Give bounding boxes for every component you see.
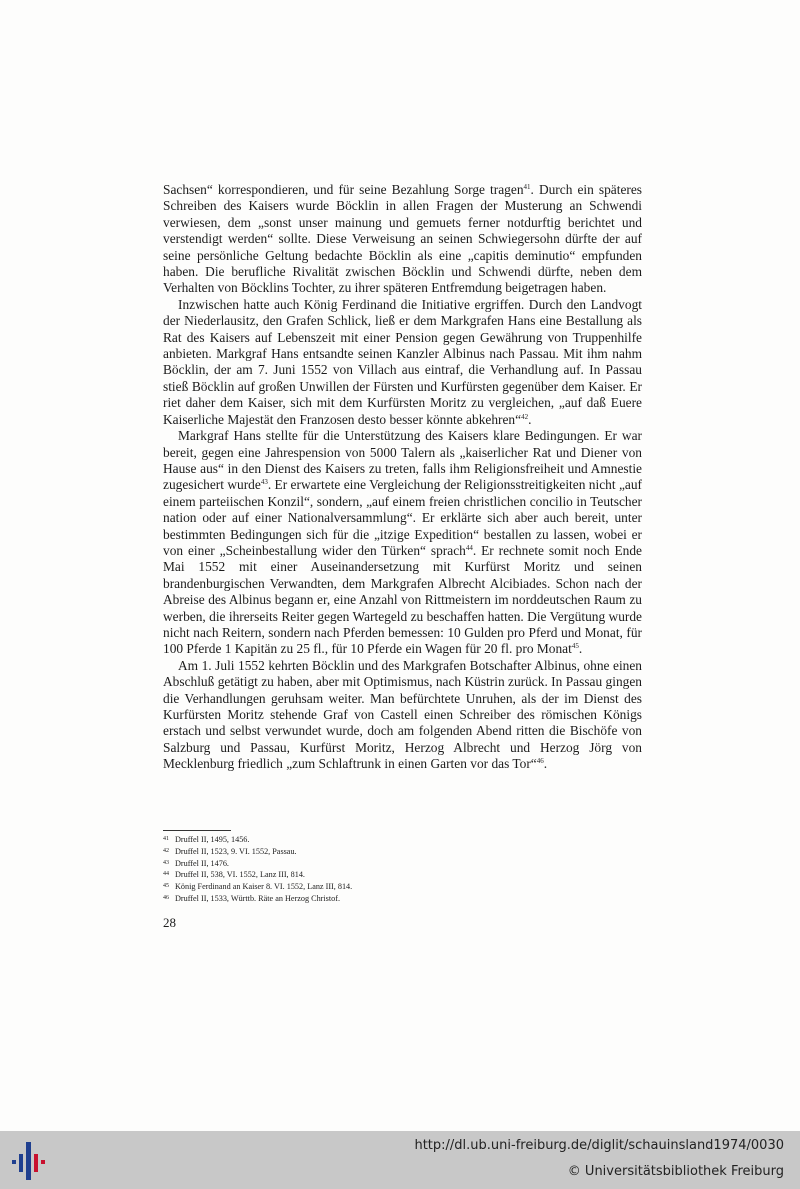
copyright-notice: © Universitätsbibliothek Freiburg — [567, 1164, 784, 1179]
paragraph-text: Inzwischen hatte auch König Ferdinand die Initiative ergriffen. Durch den Landvogt der Niederlausitz, den Grafen Schlick, ließ er dem Markgrafen Hans eine Bestallung als Rat des Kaisers auf Lebenszeit mit einer Pension gegen Gewährung von Truppenhilfe anbieten. Markgraf Hans entsandte seinen Kanzler Albinus nach Passau. Mit ihm nahm Böcklin, der am 7. Juni 1552 von Villach aus eintraf, die Verhandlung auf. In Passau stieß Böcklin auf großen Unwillen der Fürsten und Kurfürsten gegenüber dem Kaiser. Er riet daher dem Kaiser, sich mit dem Kurfürsten Moritz zu vergleichen, „auf daß Euere Kaiserliche Majestät den Franzosen desto besser könnte abkehren“ — [163, 296, 642, 427]
footnote-number: 46 — [163, 894, 169, 901]
footnote-number: 44 — [163, 871, 169, 878]
document-url-link[interactable]: http://dl.ub.uni-freiburg.de/diglit/schauinsland1974/0030 — [414, 1138, 784, 1153]
footnote-number: 41 — [163, 836, 169, 842]
footnote-text: König Ferdinand an Kaiser 8. VI. 1552, Lanz III, 814. — [175, 882, 353, 892]
footnote — [163, 881, 583, 893]
paragraph — [163, 297, 642, 428]
footnote — [163, 893, 583, 905]
paragraph-text: Sachsen“ korrespondieren, und für seine Bezahlung Sorge tragen — [163, 182, 524, 197]
footnote-text: Druffel II, 1533, Württb. Räte an Herzog Christof. — [175, 893, 340, 903]
footnote-text: Druffel II, 1495, 1456. — [175, 835, 250, 844]
footnote-number: 45 — [163, 883, 169, 890]
footnotes — [163, 834, 583, 905]
footer-bar — [0, 1131, 800, 1189]
footnote-text: Druffel II, 1523, 9. VI. 1552, Passau. — [175, 846, 297, 856]
footnote-ref: 46 — [536, 757, 544, 766]
footnote-ref: 44 — [465, 543, 473, 552]
paragraph-text: Am 1. Juli 1552 kehrten Böcklin und des Markgrafen Botschafter Albinus, ohne einen Abschluß getätigt zu haben, aber mit Optimismus, nach Küstrin zurück. In Passau gingen die Verhandlungen geruhsam weiter. Man befürchtete Unruhen, als der im Dienst des Kurfürsten Moritz stehende Graf von Castell einen Schreiber des römischen Königs erstach und selbst verwundet wurde, doch am folgenden Abend ritten die Bischöfe von Salzburg und Passau, Kurfürst Moritz, Herzog Albrecht und Herzog Jörg von Mecklenburg friedlich „zum Schlaftrunk in einen Garten vor das Tor“ — [163, 657, 642, 772]
ub-freiburg-logo-icon[interactable] — [10, 1140, 50, 1180]
footnote-ref: 43 — [260, 478, 268, 487]
paragraph-text: . Er rechnete somit noch Ende Mai 1552 mit einer Auseinandersetzung mit Kurfürst Moritz und seinen brandenburgischen Verwandten, dem Markgrafen Albrecht Alcibiades. Schon nach der Abreise des Albinus begann er, eine Anzahl von Rittmeistern im norddeutschen Raum zu werben, die ihrerseits Reiter gegen Wartegeld zu beschaffen hatten. Die Vergütung wurde nicht nach Reitern, sondern nach Pferden bemessen: 10 Gulden pro Pferd und Monat, für 100 Pferde 1 Kapitän zu 25 fl., für 10 Pferde ein Wagen für 20 fl. pro Monat — [163, 542, 642, 657]
paragraph-text: . Durch ein späteres Schreiben des Kaisers wurde Böcklin in allen Fragen der Musterung an Schwendi verwiesen, dem „sonst unser mainung und gemuets ferner notdurftig berichtet und verstendigt werden“ sollte. Diese Verweisung an seinen Schwiegersohn dürfte der auf seine persönliche Geltung bedachte Böcklin als eine „capitis deminutio“ empfunden haben. Die berufliche Rivalität zwischen Böcklin und Schwendi dürfte, neben dem Verhalten von Böcklins Tochter, zu ihrer späteren Entfremdung beigetragen haben. — [163, 182, 643, 296]
paragraph — [163, 182, 642, 297]
footnote — [163, 834, 583, 846]
footnote-text: Druffel II, 538, VI. 1552, Lanz III, 814. — [175, 870, 305, 880]
page-number: 28 — [163, 915, 176, 930]
footnote-ref: 41 — [523, 183, 531, 191]
paragraph — [163, 658, 642, 773]
footnote-ref: 45 — [571, 642, 579, 651]
paragraph-text: Markgraf Hans stellte für die Unterstützung des Kaisers klare Bedingungen. Er war bereit, gegen eine Jahrespension von 5000 Talern als „kaiserlicher Rat und Diener von Hause aus“ in den Dienst des Kaisers zu treten, falls ihm Religionsfreiheit und Amnestie zugesichert wurde — [163, 428, 642, 493]
footnote-ref: 42 — [521, 412, 529, 421]
footnote — [163, 858, 583, 870]
footnote-separator — [163, 830, 231, 831]
footnote-number: 42 — [163, 847, 169, 854]
paragraph-text: . Er erwartete eine Vergleichung der Religionsstreitigkeiten nicht „auf einem parteiischen Konzil“, sondern, „auf einem freien christlichen concilio in Teutscher nation oder auf einer Nationalversammlung“. Er erklärte sich aber auch bereit, unter bestimmten Bedingungen sich für die „itzige Expedition“ bestallen zu lassen, wobei er von einer „Scheinbestallung wider den Türken“ sprach — [163, 477, 642, 558]
footnote-text: Druffel II, 1476. — [175, 858, 229, 868]
footnote — [163, 869, 583, 881]
paragraph-text: . — [543, 756, 548, 772]
body-text — [163, 182, 642, 773]
footnote — [163, 846, 583, 858]
paragraph-text: . — [528, 411, 532, 427]
paragraph — [163, 428, 642, 658]
paragraph-text: . — [578, 641, 583, 657]
footnote-number: 43 — [163, 859, 169, 866]
